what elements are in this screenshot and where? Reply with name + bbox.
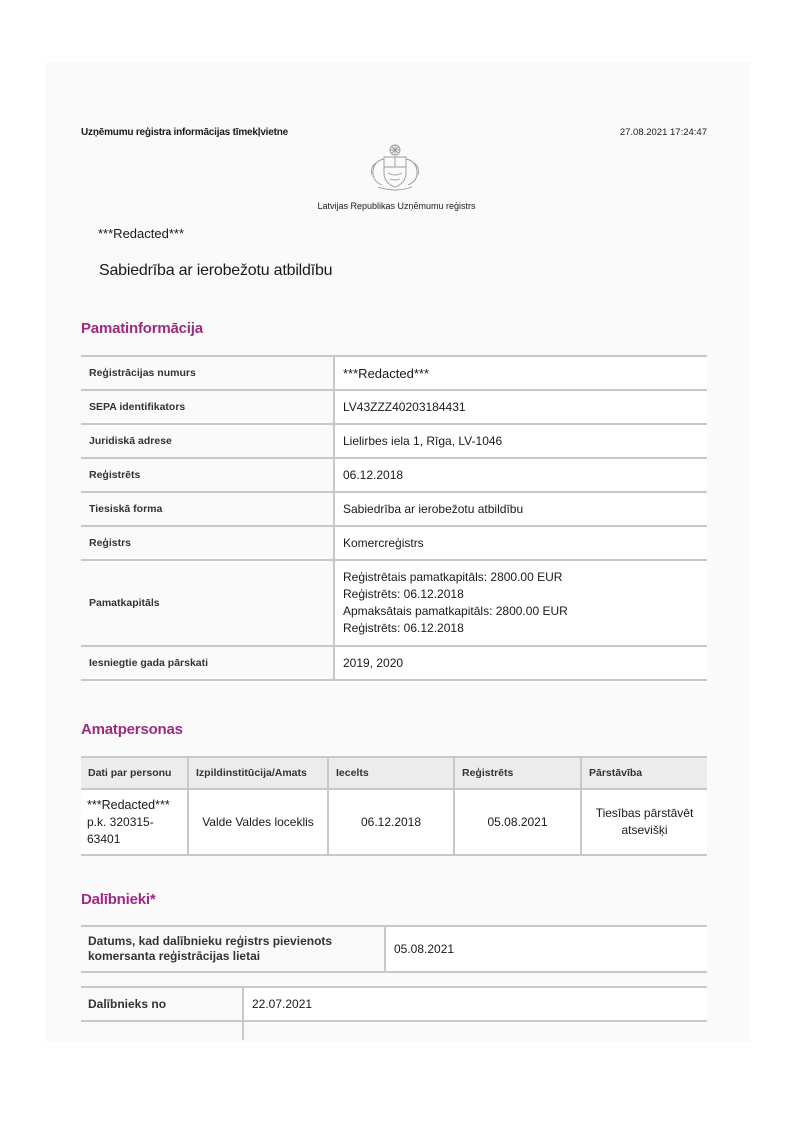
- registered-value: 06.12.2018: [334, 458, 707, 492]
- registration-number-value: ***Redacted***: [334, 356, 707, 390]
- participant-table: [81, 986, 707, 1022]
- share-capital-label: Pamatkapitāls: [81, 560, 334, 646]
- register-value: Komercreģistrs: [334, 526, 707, 560]
- share-capital-value: [334, 560, 707, 646]
- column-header: Reģistrēts: [454, 757, 581, 789]
- company-legal-form: Sabiedrība ar ierobežotu atbildību: [99, 262, 333, 279]
- officials-table: [81, 756, 707, 856]
- table-row: [81, 987, 707, 1021]
- timestamp: 27.08.2021 17:24:47: [619, 127, 707, 138]
- table-row: [81, 492, 707, 526]
- table-row: [81, 560, 707, 646]
- representation-cell: [581, 789, 707, 855]
- legal-address-label: Juridiskā adrese: [81, 424, 334, 458]
- person-code: p.k. 320315-: [87, 814, 154, 829]
- column-header: Dati par personu: [81, 757, 188, 789]
- table-header-row: [81, 757, 707, 789]
- capital-line: Reģistrētais pamatkapitāls: 2800.00 EUR: [343, 570, 563, 584]
- table-row: [81, 926, 707, 972]
- register-label: Reģistrs: [81, 526, 334, 560]
- table-row: [81, 646, 707, 680]
- table-row: [81, 458, 707, 492]
- legal-address-value: Lielirbes iela 1, Rīga, LV-1046: [334, 424, 707, 458]
- person-code: 63401: [87, 831, 121, 846]
- person-cell: [81, 789, 188, 855]
- register-date-value: 05.08.2021: [385, 926, 707, 972]
- sepa-id-value: LV43ZZZ40203184431: [334, 390, 707, 424]
- registry-name: Latvijas Republikas Uzņēmumu reģistrs: [317, 201, 476, 211]
- position-cell: Valde Valdes loceklis: [188, 789, 328, 855]
- table-row: [81, 390, 707, 424]
- officials-title: Amatpersonas: [81, 721, 183, 738]
- capital-line: Reģistrēts: 06.12.2018: [343, 587, 464, 601]
- capital-line: Apmaksātais pamatkapitāls: 2800.00 EUR: [343, 604, 568, 618]
- annual-reports-value: 2019, 2020: [334, 646, 707, 680]
- registered-cell: 05.08.2021: [454, 789, 581, 855]
- column-header: Izpildinstitūcija/Amats: [188, 757, 328, 789]
- registration-number-label: Reģistrācijas numurs: [81, 356, 334, 390]
- basic-info-table: [81, 355, 707, 681]
- legal-form-value: Sabiedrība ar ierobežotu atbildību: [334, 492, 707, 526]
- table-row: [81, 356, 707, 390]
- table-row: [81, 526, 707, 560]
- column-header: Pārstāvība: [581, 757, 707, 789]
- member-since-value: 22.07.2021: [243, 987, 707, 1021]
- table-row: [81, 424, 707, 458]
- person-name: ***Redacted***: [87, 797, 170, 812]
- annual-reports-label: Iesniegtie gada pārskati: [81, 646, 334, 680]
- company-name: ***Redacted***: [98, 226, 185, 241]
- registered-label: Reģistrēts: [81, 458, 334, 492]
- capital-line: Reģistrēts: 06.12.2018: [343, 621, 464, 635]
- latvia-coat-of-arms-icon: [364, 143, 426, 195]
- column-header: Iecelts: [328, 757, 454, 789]
- member-since-label: Dalībnieks no: [81, 987, 243, 1021]
- table-divider: [242, 1022, 244, 1040]
- table-row: [81, 789, 707, 855]
- representation-line: atsevišķi: [621, 823, 668, 837]
- sepa-id-label: SEPA identifikators: [81, 390, 334, 424]
- participants-title: Dalībnieki*: [81, 891, 156, 908]
- register-date-label: Datums, kad dalībnieku reģistrs pievienots komersanta reģistrācijas lietai: [81, 926, 385, 972]
- appointed-cell: 06.12.2018: [328, 789, 454, 855]
- basic-info-title: Pamatinformācija: [81, 320, 203, 337]
- site-title: Uzņēmumu reģistra informācijas tīmekļvietne: [81, 127, 289, 138]
- representation-line: Tiesības pārstāvēt: [595, 806, 694, 820]
- participants-register-table: [81, 925, 707, 973]
- legal-form-label: Tiesiskā forma: [81, 492, 334, 526]
